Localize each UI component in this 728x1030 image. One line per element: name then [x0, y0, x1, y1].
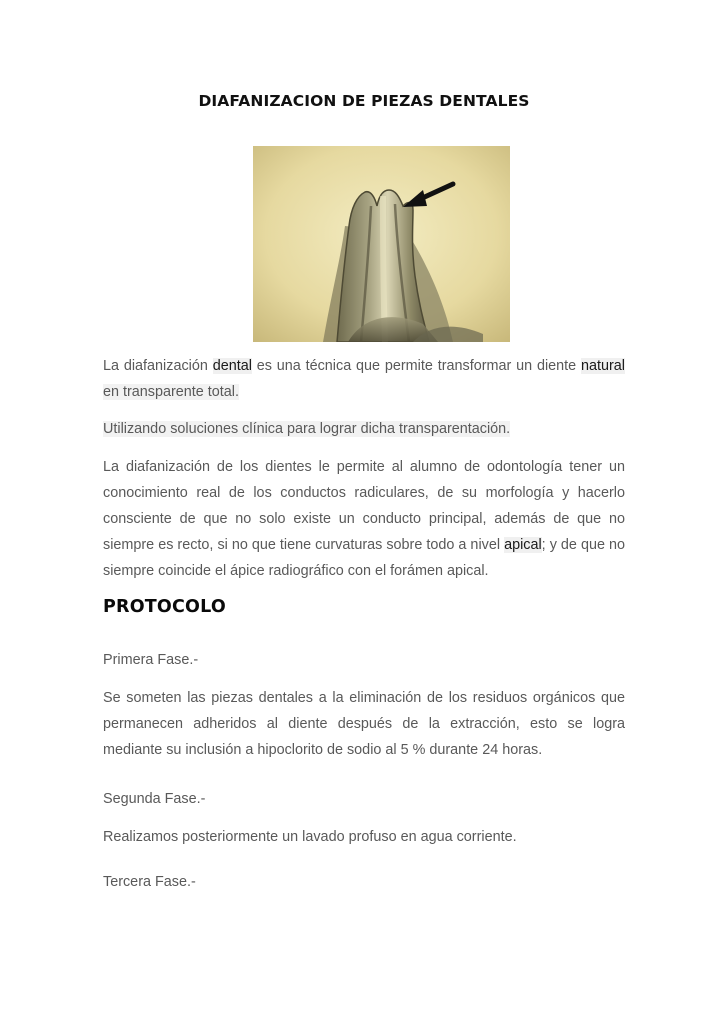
phase2-paragraph: Realizamos posteriormente un lavado profuso en agua corriente. — [103, 829, 517, 845]
page-title: DIAFANIZACION DE PIEZAS DENTALES — [198, 92, 530, 110]
solutions-paragraph — [103, 416, 625, 442]
link-dental[interactable]: dental — [212, 358, 252, 374]
phase3-title: Tercera Fase.- — [103, 874, 196, 890]
description-paragraph — [103, 454, 625, 584]
intro-text-3: en transparente total. — [103, 384, 240, 400]
solutions-text: Utilizando soluciones clínica para lograr dicha transparentación. — [103, 421, 511, 437]
description-text-1: La diafanización de los dientes le permite al alumno de odontología tener un conocimiento real de los conductos radiculares, de su morfología y hacerlo consciente de que no solo existe un conducto principal, además de que no siempre es recto, si no que tiene curvaturas sobre todo a nivel — [103, 459, 625, 553]
description-text-2: ; y de que no siempre coincide el ápice radiográfico con el forámen apical. — [103, 537, 625, 579]
link-apical[interactable]: apical — [504, 537, 542, 553]
protocol-heading: PROTOCOLO — [103, 597, 226, 617]
tooth-photo-svg — [253, 146, 510, 342]
intro-text-2: es una técnica que permite transformar un diente — [251, 358, 581, 374]
intro-paragraph — [103, 353, 625, 405]
phase1-paragraph: Se someten las piezas dentales a la eliminación de los residuos orgánicos que permanecen adheridos al diente después de la extracción, esto se logra mediante su inclusión a hipoclorito de sodio al 5 % durante 24 horas. — [103, 690, 625, 758]
phase2-title: Segunda Fase.- — [103, 791, 206, 807]
intro-text-1: La diafanización — [103, 358, 213, 374]
link-natural[interactable]: natural — [580, 358, 625, 374]
phase1-title: Primera Fase.- — [103, 652, 199, 668]
tooth-photo — [253, 146, 510, 342]
